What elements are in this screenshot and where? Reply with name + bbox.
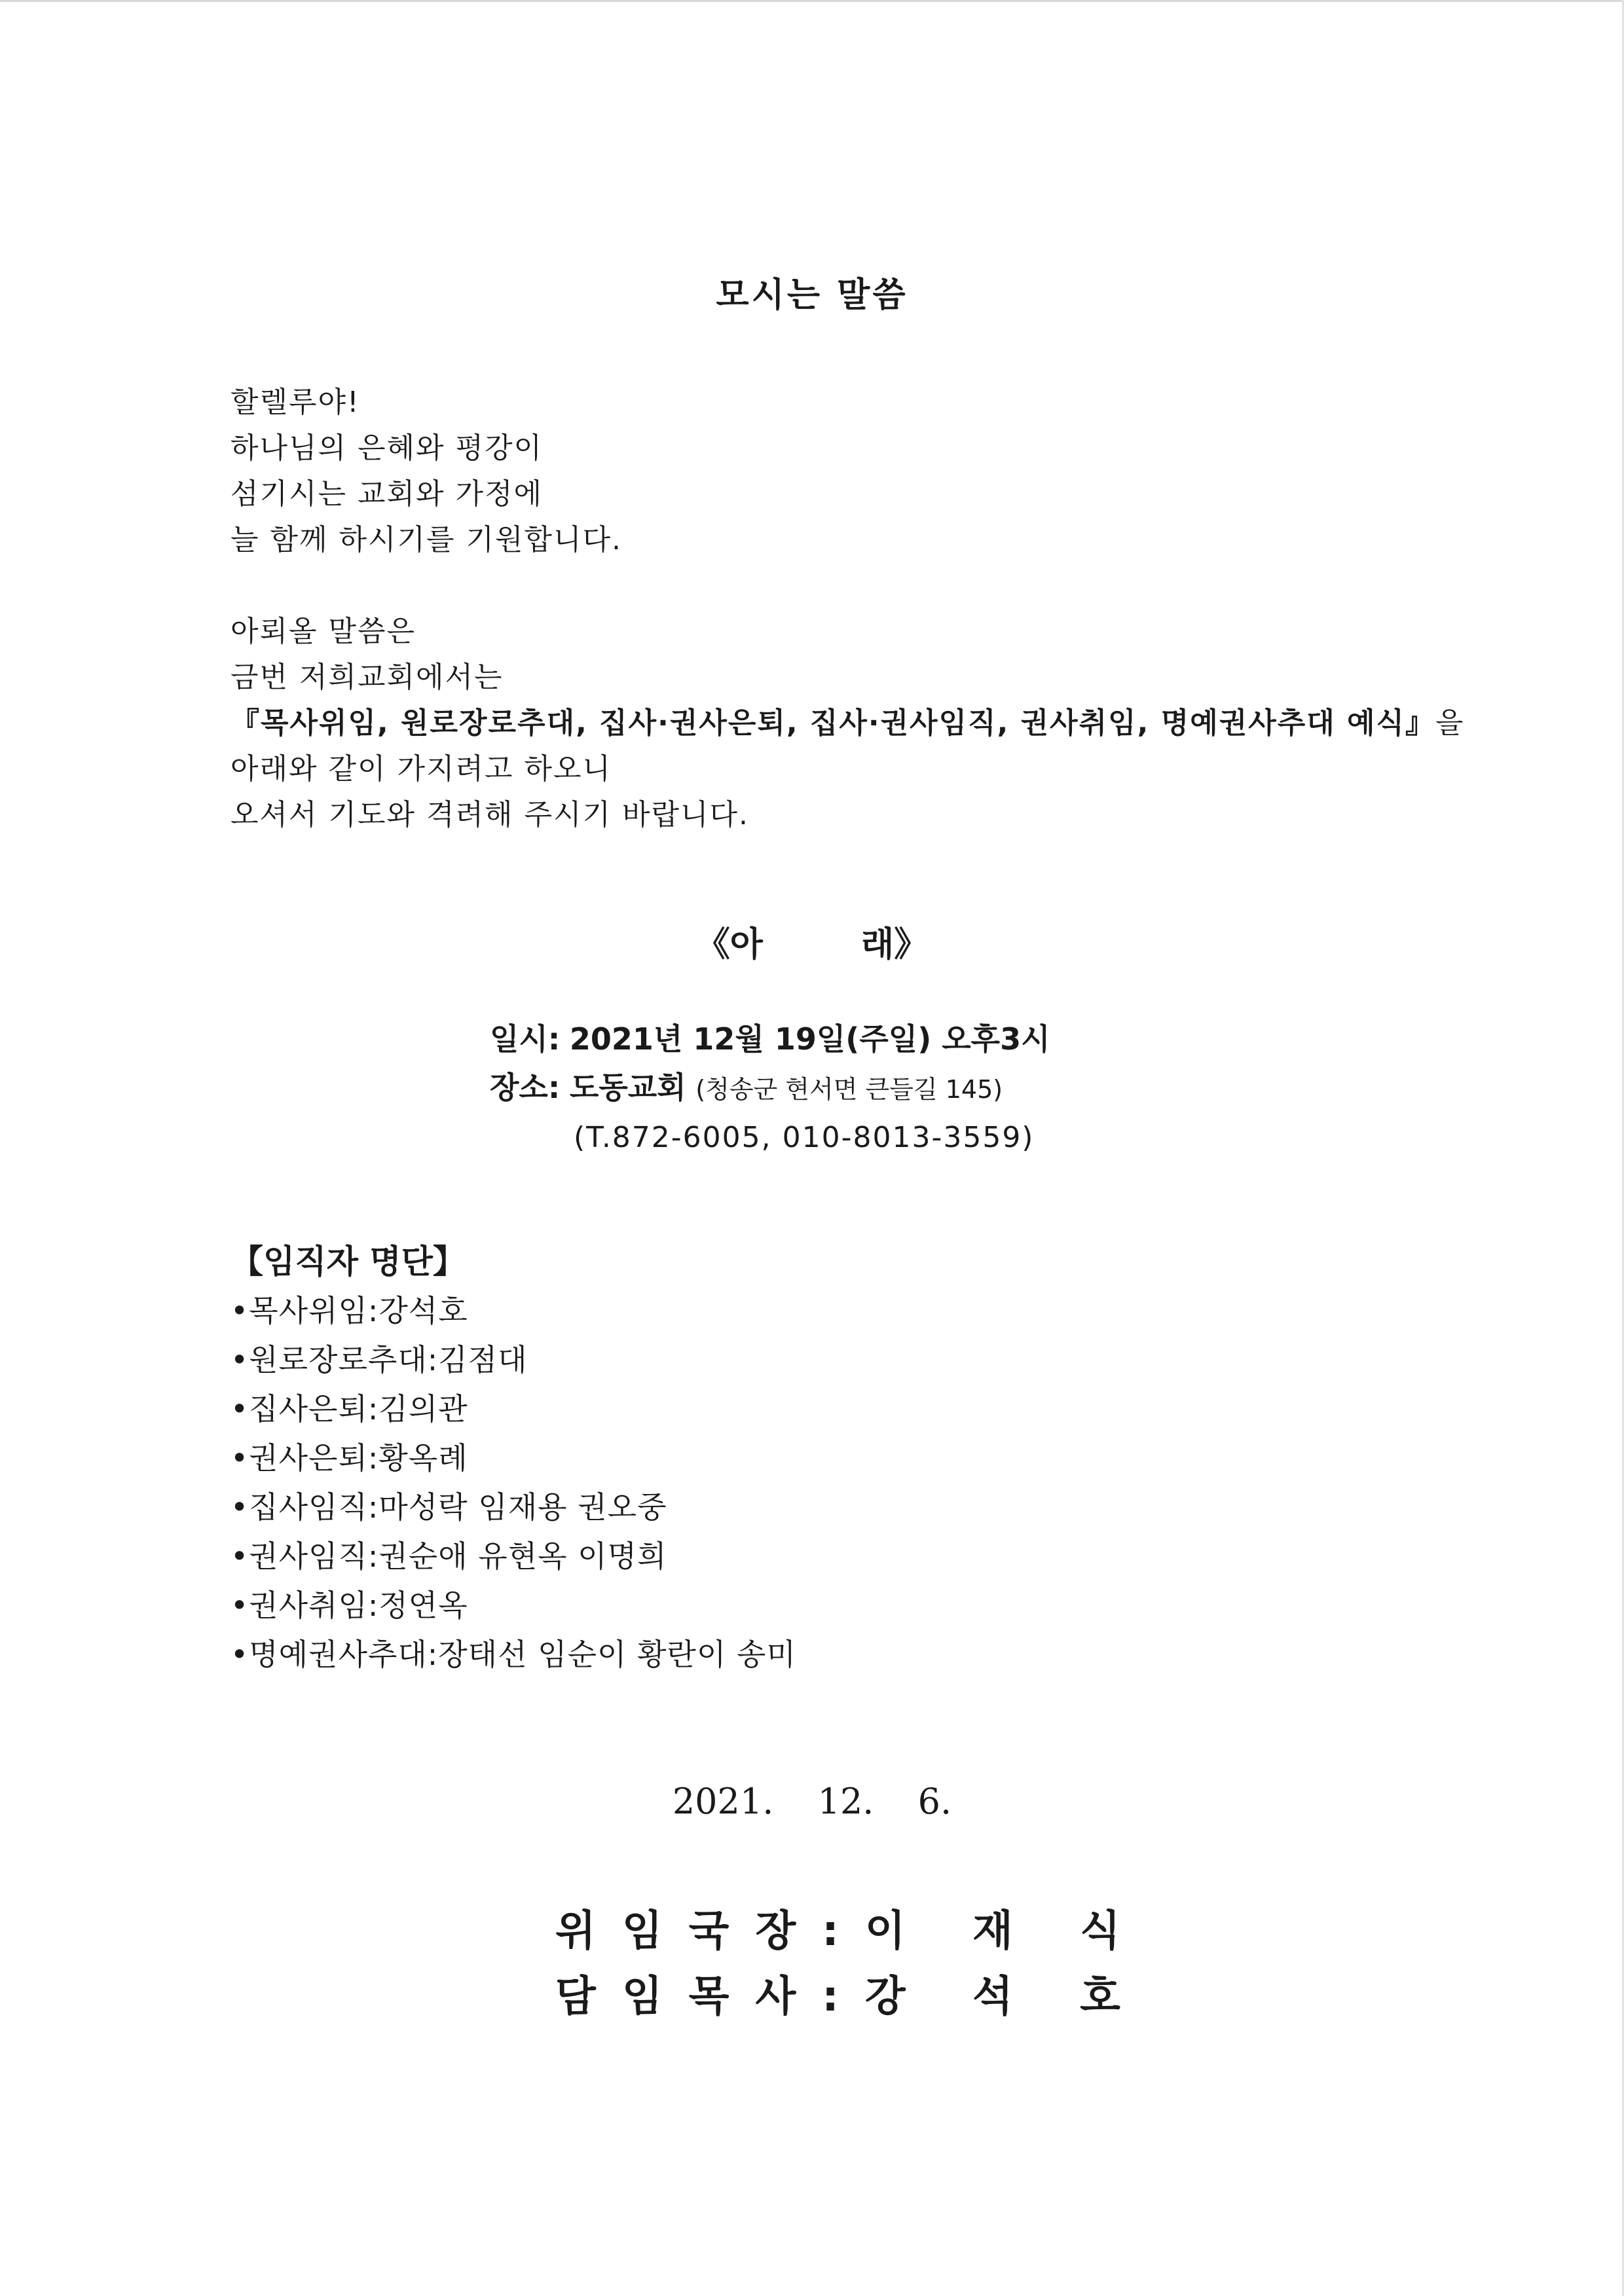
signer-name: 이 재 식 [864,1907,1147,1956]
invitation-body [231,380,1465,838]
event-place [490,1063,1050,1114]
signer: 위임국장:이 재 식 [555,1907,1147,1956]
body-line: 아래와 같이 가지려고 하오니 [231,752,612,786]
datetime-label: 일시: [490,1021,561,1057]
place-address: (청송군 현서면 큰들길 145) [695,1075,1003,1104]
below-heading-right: 래》 [861,925,929,964]
below-heading-left: 《아 [695,925,763,964]
event-phone: (T.872-6005, 010-8013-3559) [574,1121,1035,1154]
body-line: 금번 저희교회에서는 [231,661,504,694]
body-line: 아뢰올 말씀은 [231,615,416,648]
roster-item: •집사임직:마성락 임재용 권오중 [231,1489,667,1525]
appointee-roster [231,1237,796,1679]
greeting-line: 섬기시는 교회와 가정에 [231,477,544,511]
below-heading [0,917,1624,966]
event-datetime [490,1015,1050,1063]
document-date: 2021. 12. 6. [672,1781,952,1822]
signers [555,1899,1147,2030]
roster-item: •권사임직:권순애 유현옥 이명희 [231,1539,667,1574]
place-label: 장소: [490,1070,561,1105]
document-title: 모시는 말씀 [716,276,908,315]
signer-name: 강 석 호 [864,1973,1147,2021]
event-details [490,1015,1050,1162]
signer-role: 위임국장 [555,1907,822,1956]
signer-role: 담임목사 [555,1973,822,2021]
signer: 담임목사:강 석 호 [555,1973,1147,2021]
paragraph-spacer [231,563,1465,609]
roster-item: •집사은퇴:김의관 [231,1391,468,1427]
roster-heading: 【임직자 명단】 [231,1243,466,1281]
roster-item: •권사취임:정연옥 [231,1588,468,1623]
events-line [231,701,1465,746]
greeting-line: 하나님의 은혜와 평강이 [231,431,544,465]
datetime-value: 2021년 12월 19일(주일) 오후3시 [569,1021,1050,1057]
place-value: 도동교회 [569,1070,686,1105]
greeting-line: 할렐루야! [231,386,360,419]
events-list: 『목사위임, 원로장로추대, 집사·권사은퇴, 집사·권사임직, 권사취임, 명예권사추대 예식』 [231,706,1436,740]
roster-item: •원로장로추대:김점대 [231,1342,528,1377]
body-line: 오셔서 기도와 격려해 주시기 바랍니다. [231,798,749,831]
page-edge-top [0,0,1624,2]
roster-item: •명예권사추대:장태선 임순이 황란이 송미 [231,1637,796,1672]
roster-item: •권사은퇴:황옥례 [231,1440,468,1476]
greeting-line: 늘 함께 하시기를 기원합니다. [231,523,622,556]
roster-item: •목사위임:강석호 [231,1293,468,1328]
events-suffix: 을 [1435,706,1465,740]
